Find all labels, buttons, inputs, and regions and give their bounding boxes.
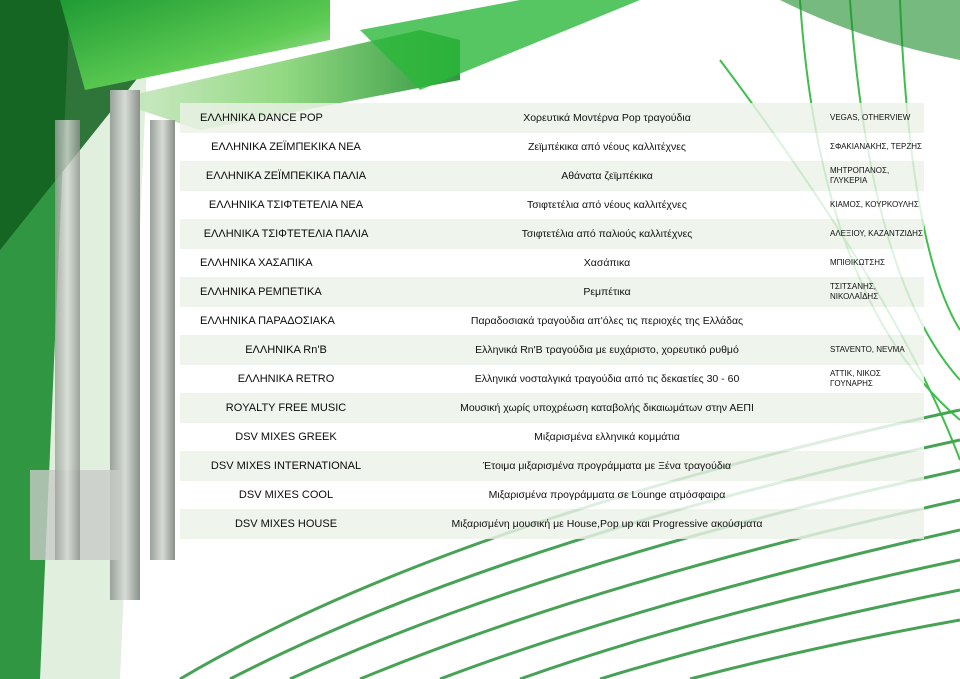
table-row bbox=[180, 161, 924, 191]
description-cell: Αθάνατα ζεϊμπέκικα bbox=[561, 169, 653, 182]
description-cell: Μουσική χωρίς υποχρέωση καταβολής δικαιωμάτων στην ΑΕΠΙ bbox=[460, 401, 754, 414]
category-cell: DSV MIXES COOL bbox=[238, 489, 334, 501]
artists-cell: ΑΛΕΞΙΟΥ, ΚΑΖΑΝΤΖΙΔΗΣ bbox=[830, 229, 923, 238]
description-cell: Χορευτικά Μοντέρνα Pop τραγούδια bbox=[523, 111, 691, 124]
category-cell: ΕΛΛΗΝΙΚΑ ΡΕΜΠΕΤΙΚΑ bbox=[200, 286, 322, 298]
table-row bbox=[180, 393, 924, 423]
artists-cell: ΣΦΑΚΙΑΝΑΚΗΣ, ΤΕΡΖΗΣ bbox=[830, 142, 922, 151]
description-cell: Τσιφτετέλια από παλιούς καλλιτέχνες bbox=[521, 227, 693, 240]
category-cell: ΕΛΛΗΝΙΚΑ Rn'B bbox=[245, 344, 327, 356]
artists-cell: ΜΗΤΡΟΠΑΝΟΣ, ΓΛΥΚΕΡΙΑ bbox=[830, 166, 890, 185]
category-cell: DSV MIXES GREEK bbox=[235, 431, 337, 443]
category-cell: ΕΛΛΗΝΙΚΑ ΖΕΪΜΠΕΚΙΚΑ ΠΑΛΙΑ bbox=[205, 170, 367, 182]
table-row bbox=[180, 307, 924, 335]
artists-cell: ΤΣΙΤΣΑΝΗΣ, ΝΙΚΟΛΑΪΔΗΣ bbox=[830, 282, 879, 301]
description-cell: Μιξαρισμένη μουσική με House,Pop up και Progressive ακούσματα bbox=[451, 517, 763, 530]
category-cell: DSV MIXES INTERNATIONAL bbox=[210, 460, 362, 472]
table-row bbox=[180, 191, 924, 219]
description-cell: Παραδοσιακά τραγούδια απ'όλες τις περιοχές της Ελλάδας bbox=[470, 314, 744, 327]
description-cell: Μιξαρισμένα ελληνικά κομμάτια bbox=[534, 430, 680, 443]
table-row bbox=[180, 249, 924, 277]
description-cell: Τσιφτετέλια από νέους καλλιτέχνες bbox=[527, 198, 687, 211]
category-cell: ΕΛΛΗΝΙΚΑ RETRO bbox=[237, 373, 335, 385]
artists-cell: STAVENTO, NEVMA bbox=[830, 345, 905, 354]
table-row bbox=[180, 509, 924, 539]
table-row bbox=[180, 451, 924, 481]
description-cell: Μιξαρισμένα προγράμματα σε Lounge ατμόσφαιρα bbox=[488, 488, 726, 501]
table-row bbox=[180, 423, 924, 451]
table-row bbox=[180, 335, 924, 365]
table-row bbox=[180, 365, 924, 393]
table-row bbox=[180, 133, 924, 161]
category-cell: ΕΛΛΗΝΙΚΑ ΤΣΙΦΤΕΤΕΛΙΑ ΝΕΑ bbox=[208, 199, 364, 211]
table-row bbox=[180, 481, 924, 509]
category-cell: ΕΛΛΗΝΙΚΑ ΧΑΣΑΠΙΚΑ bbox=[200, 257, 313, 269]
category-cell: ΕΛΛΗΝΙΚΑ DANCE POP bbox=[200, 112, 323, 124]
category-cell: ΕΛΛΗΝΙΚΑ ΠΑΡΑΔΟΣΙΑΚΑ bbox=[200, 315, 335, 327]
category-cell: ROYALTY FREE MUSIC bbox=[225, 402, 347, 414]
description-cell: Ελληνικά Rn'B τραγούδια με ευχάριστο, χορευτικό ρυθμό bbox=[475, 343, 739, 356]
table-row bbox=[180, 103, 924, 133]
description-cell: Ελληνικά νοσταλγικά τραγούδια από τις δεκαετίες 30 - 60 bbox=[474, 372, 740, 385]
table-row bbox=[180, 219, 924, 249]
category-cell: ΕΛΛΗΝΙΚΑ ΤΣΙΦΤΕΤΕΛΙΑ ΠΑΛΙΑ bbox=[203, 228, 369, 240]
artists-cell: ΚΙΑΜΟΣ, ΚΟΥΡΚΟΥΛΗΣ bbox=[830, 200, 919, 209]
artists-cell: VEGAS, OTHERVIEW bbox=[830, 113, 911, 122]
artists-cell: ΜΠΙΘΙΚΩΤΣΗΣ bbox=[830, 258, 885, 267]
category-cell: ΕΛΛΗΝΙΚΑ ΖΕΪΜΠΕΚΙΚΑ ΝΕΑ bbox=[211, 141, 361, 153]
catalog-table bbox=[180, 103, 924, 539]
description-cell: Ρεμπέτικα bbox=[583, 285, 631, 298]
category-cell: DSV MIXES HOUSE bbox=[234, 518, 338, 530]
description-cell: Έτοιμα μιξαρισμένα προγράμματα με Ξένα τραγούδια bbox=[482, 459, 732, 472]
artists-cell: ΑΤΤΙΚ, ΝΙΚΟΣ ΓΟΥΝΑΡΗΣ bbox=[830, 369, 881, 388]
description-cell: Χασάπικα bbox=[583, 256, 631, 269]
table-row bbox=[180, 277, 924, 307]
description-cell: Ζεϊμπέκικα από νέους καλλιτέχνες bbox=[527, 140, 686, 153]
